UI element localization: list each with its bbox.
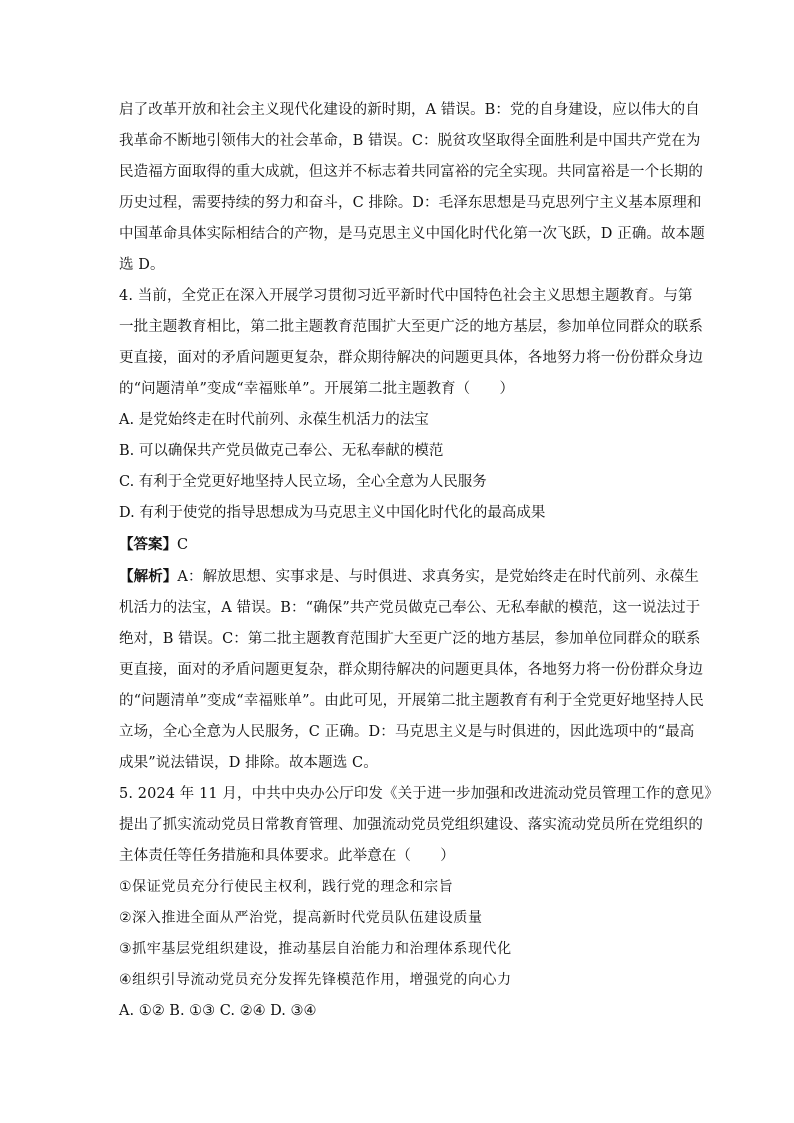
text-line: 我革命不断地引领伟大的社会革命，B 错误。C：脱贫攻坚取得全面胜利是中国共产党在为 (119, 133, 701, 149)
statement-item-2: ②深入推进全面从严治党，提高新时代党员队伍建设质量 (119, 910, 483, 926)
text-line: 启了改革开放和社会主义现代化建设的新时期，A 错误。B：党的自身建设，应以伟大的自 (119, 102, 700, 118)
question-5-stem (119, 779, 719, 872)
text-line: 的“问题清单”变成“幸福账单”。由此可见，开展第二批主题教育有利于全党更好地坚持人民 (119, 693, 704, 709)
analysis-text: A：解放思想、实事求是、与时俱进、求真务实，是党始终走在时代前列、永葆生 (177, 569, 699, 585)
text-line: 5. 2024 年 11 月，中共中央办公厅印发《关于进一步加强和改进流动党员管理工作的意见》 (119, 786, 719, 802)
option-b: B. 可以确保共产党员做克己奉公、无私奉献的模范 (119, 443, 444, 459)
text-line: 绝对，B 错误。C：第二批主题教育范围扩大至更广泛的地方基层，参加单位同群众的联系 (119, 631, 701, 647)
text-line: 4. 当前，全党正在深入开展学习贯彻习近平新时代中国特色社会主义思想主题教育。与第 (119, 288, 693, 304)
answer-label: 【答案】 (119, 536, 177, 553)
text-line: 历史过程，需要持续的努力和奋斗，C 排除。D：毛泽东思想是马克思列宁主义基本原理和 (119, 195, 702, 211)
text-line: 更直接，面对的矛盾问题更复杂，群众期待解决的问题更具体，各地努力将一份份群众身边 (119, 662, 703, 678)
option-a: A. 是党始终走在时代前列、永葆生机活力的法宝 (119, 412, 429, 428)
statement-item-4: ④组织引导流动党员充分发挥先锋模范作用，增强党的向心力 (119, 972, 512, 988)
question-4-stem (119, 281, 703, 405)
text-line: 提出了抓实流动党员日常教育管理、加强流动党员党组织建设、落实流动党员所在党组织的 (119, 817, 703, 833)
text-line: 更直接，面对的矛盾问题更复杂，群众期待解决的问题更具体，各地努力将一份份群众身边 (119, 350, 703, 366)
text-line: 一批主题教育相比，第二批主题教育范围扩大至更广泛的地方基层，参加单位同群众的联系 (119, 319, 703, 335)
option-c: C. 有利于全党更好地坚持人民立场，全心全意为人民服务 (119, 474, 487, 490)
analysis-label: 【解析】 (119, 568, 178, 585)
answer-value: C (177, 537, 189, 553)
page-content (119, 95, 719, 1027)
question-5-items (119, 872, 679, 996)
text-line: 中国革命具体实际相结合的产物，是马克思主义中国化时代化第一次飞跃，D 正确。故本题 (119, 226, 705, 242)
text-line: 机活力的法宝，A 错误。B：“确保”共产党员做克己奉公、无私奉献的模范，这一说法过于 (119, 600, 701, 616)
text-line: 立场，全心全意为人民服务，C 正确。D：马克思主义是与时俱进的，因此选项中的“最高 (119, 724, 695, 740)
text-line: 主体责任等任务措施和具体要求。此举意在（ ） (119, 848, 455, 864)
text-line (119, 561, 699, 593)
question-4-analysis (119, 561, 704, 779)
option-d: D. 有利于使党的指导思想成为马克思主义中国化时代化的最高成果 (119, 505, 546, 521)
text-line: 选 D。 (119, 257, 165, 273)
question-4-answer (119, 529, 679, 561)
question-5-choices: A. ①② B. ①③ C. ②④ D. ③④ (119, 1003, 317, 1019)
statement-item-3: ③抓牢基层党组织建设，推动基层自治能力和治理体系现代化 (119, 941, 512, 957)
question-4-options (119, 405, 679, 529)
statement-item-1: ①保证党员充分行使民主权利，践行党的理念和宗旨 (119, 879, 454, 895)
previous-question-analysis (119, 95, 705, 281)
text-line: 的“问题清单”变成“幸福账单”。开展第二批主题教育（ ） (119, 381, 515, 397)
text-line: 民造福方面取得的重大成就，但这并不标志着共同富裕的完全实现。共同富裕是一个长期的 (119, 164, 703, 180)
text-line: 成果”说法错误，D 排除。故本题选 C。 (119, 755, 378, 771)
